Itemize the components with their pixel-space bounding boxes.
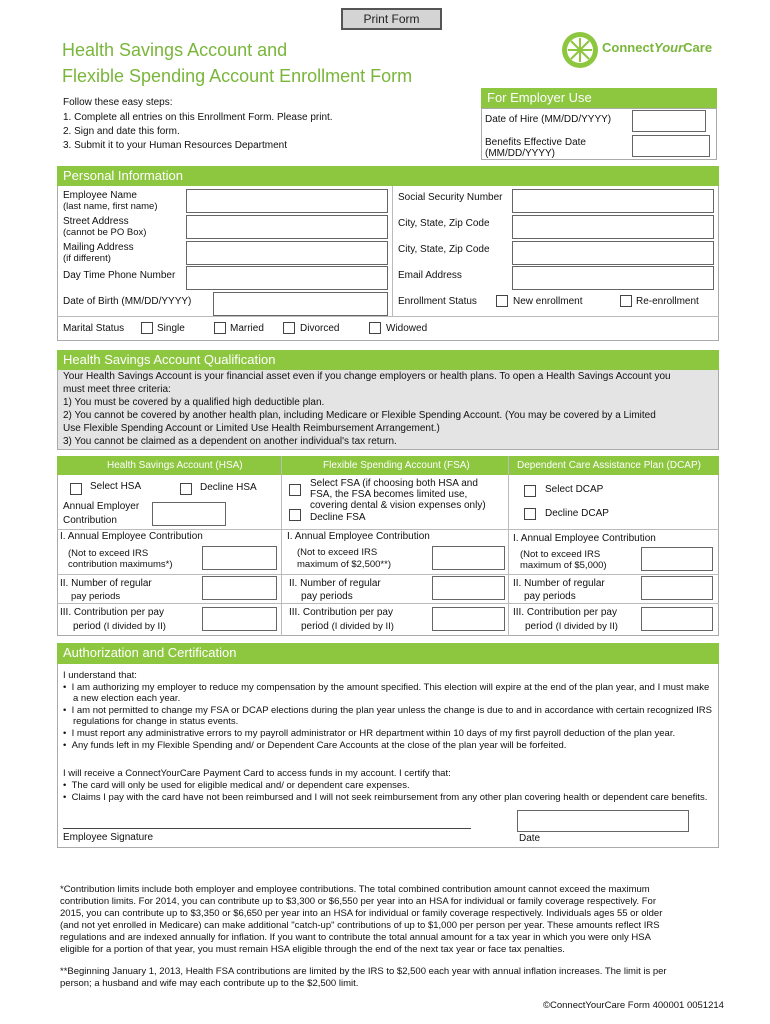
auth-bullet-1: • I am authorizing my employer to reduce my compensation by the amount specified. This election will expire at the end of the plan year, and I must make xyxy=(63,682,710,693)
hsa-qualification-header: Health Savings Account Qualification xyxy=(57,350,719,370)
select-fsa-label-2: FSA, the FSA becomes limited use, xyxy=(310,489,468,500)
new-enrollment-label: New enrollment xyxy=(513,296,583,307)
dcap-per-pay-input[interactable] xyxy=(641,607,713,631)
dcap-limit-hint-1: (Not to exceed IRS xyxy=(520,549,601,560)
auth-understand: I understand that: xyxy=(63,670,137,681)
date-of-hire-label: Date of Hire (MM/DD/YYYY) xyxy=(485,114,612,125)
dcap-limit-hint-2: maximum of $5,000) xyxy=(520,560,607,571)
enrollment-status-label: Enrollment Status xyxy=(398,296,477,307)
personal-info-header: Personal Information xyxy=(57,166,719,186)
date-input[interactable] xyxy=(517,810,689,832)
hsa-qual-line-1: Your Health Savings Account is your financial asset even if you change employers or health plans. To open a Health Savings Account you xyxy=(63,371,671,382)
auth-bullet-4-text: Any funds left in my Flexible Spending and/ or Dependent Care Accounts at the close of the plan year will be forfeited. xyxy=(71,740,567,751)
benefits-effective-label: Benefits Effective Date xyxy=(485,137,586,148)
footnote-1-line-6: eligible for a portion of that year, you must remain HSA eligible through the end of the next tax year or face tax penalties. xyxy=(60,944,565,955)
connectyourcare-logo xyxy=(560,26,720,74)
single-checkbox[interactable] xyxy=(141,322,153,334)
auth-bullet-3: • I must report any administrative errors to my payroll administrator or HR department within 10 days of my first payroll deduction of the plan year. xyxy=(63,728,676,739)
fsa-limit-hint-2: maximum of $2,500**) xyxy=(297,559,391,570)
dcap-pay-periods-label: II. Number of regular xyxy=(513,578,605,589)
hsa-annual-employee-label: I. Annual Employee Contribution xyxy=(60,531,203,542)
decline-fsa-label: Decline FSA xyxy=(310,512,366,523)
employee-name-hint: (last name, first name) xyxy=(63,201,158,212)
signature-line[interactable] xyxy=(63,828,471,829)
married-checkbox[interactable] xyxy=(214,322,226,334)
employee-name-label: Employee Name xyxy=(63,190,137,201)
select-fsa-label-3: covering dental & vision expenses only) xyxy=(310,500,486,511)
fsa-per-pay-period: period xyxy=(301,621,329,632)
street-address-label: Street Address xyxy=(63,216,129,227)
auth-bullet-2: • I am not permitted to change my FSA or DCAP elections during the plan year unless the change is due to and in accordance with certain recognized IRS xyxy=(63,705,712,716)
steps-intro: Follow these easy steps: xyxy=(63,97,173,108)
copyright: ©ConnectYourCare Form 400001 0051214 xyxy=(543,1000,724,1011)
single-label: Single xyxy=(157,323,185,334)
email-label: Email Address xyxy=(398,270,462,281)
mailing-address-label: Mailing Address xyxy=(63,242,134,253)
select-dcap-label: Select DCAP xyxy=(545,484,604,495)
hsa-pay-periods-label-2: pay periods xyxy=(71,591,121,602)
hsa-limit-hint-1: (Not to exceed IRS xyxy=(68,548,149,559)
widowed-checkbox[interactable] xyxy=(369,322,381,334)
logo-text-your: Your xyxy=(654,40,684,55)
footnote-2-line-2: person; a husband and wife may each contribute up to the $2,500 limit. xyxy=(60,978,359,989)
dcap-per-pay-formula: (I divided by II) xyxy=(555,621,618,632)
phone-label: Day Time Phone Number xyxy=(63,270,176,281)
fsa-per-pay-formula: (I divided by II) xyxy=(331,621,394,632)
auth-bullet-2-cont: regulations for change in status events. xyxy=(73,716,239,727)
fsa-per-pay-label-2 xyxy=(301,621,394,632)
footnote-1-line-4: (and not yet enrolled in Medicare) can make additional "catch-up" contributions of up to $1,000 per person per year. These amounts reflect IRS xyxy=(60,920,660,931)
fsa-pay-periods-label-2: pay periods xyxy=(301,591,353,602)
email-input[interactable] xyxy=(512,266,714,290)
authorization-header: Authorization and Certification xyxy=(57,643,719,664)
form-title-line2: Flexible Spending Account Enrollment Form xyxy=(62,66,413,86)
step-2: 2. Sign and date this form. xyxy=(63,126,180,137)
phone-input[interactable] xyxy=(186,266,388,290)
marital-status-label: Marital Status xyxy=(63,323,125,334)
hsa-pay-periods-input[interactable] xyxy=(202,576,277,600)
employee-name-input[interactable] xyxy=(186,189,388,213)
form-title-line1: Health Savings Account and xyxy=(62,40,288,60)
hsa-annual-employee-input[interactable] xyxy=(202,546,277,570)
new-enrollment-checkbox[interactable] xyxy=(496,295,508,307)
dcap-annual-employee-label: I. Annual Employee Contribution xyxy=(513,533,656,544)
employer-use-header: For Employer Use xyxy=(481,88,717,108)
hsa-column-header: Health Savings Account (HSA) xyxy=(107,460,243,471)
benefits-effective-input[interactable] xyxy=(632,135,710,157)
hsa-per-pay-label: III. Contribution per pay xyxy=(60,607,164,618)
logo-text-care: Care xyxy=(683,40,713,55)
select-fsa-label-1: Select FSA (if choosing both HSA and xyxy=(310,478,478,489)
reenrollment-label: Re-enrollment xyxy=(636,296,699,307)
dcap-column-header: Dependent Care Assistance Plan (DCAP) xyxy=(517,460,701,471)
hsa-qual-line-2: must meet three criteria: xyxy=(63,384,171,395)
hsa-qual-line-4: 2) You cannot be covered by another health plan, including Medicare or Flexible Spending Account. (You may be covered by a Limited xyxy=(63,410,656,421)
ssn-input[interactable] xyxy=(512,189,714,213)
decline-fsa-checkbox[interactable] xyxy=(289,509,301,521)
fsa-per-pay-input[interactable] xyxy=(432,607,505,631)
fsa-pay-periods-input[interactable] xyxy=(432,576,505,600)
select-hsa-label: Select HSA xyxy=(90,481,142,492)
auth-bullet-1-cont: a new election each year. xyxy=(73,693,181,704)
hsa-per-pay-label-2 xyxy=(73,621,166,632)
card-bullet-2-text: Claims I pay with the card have not been reimbursed and I will not seek reimbursement from any other plan covering health or dependent care benefits. xyxy=(71,792,708,803)
lime-icon xyxy=(560,30,600,70)
married-label: Married xyxy=(230,323,264,334)
fsa-column-header: Flexible Spending Account (FSA) xyxy=(323,460,470,471)
annual-employer-label-2: Contribution xyxy=(63,515,117,526)
city-state-zip-label: City, State, Zip Code xyxy=(398,218,490,229)
hsa-qual-line-6: 3) You cannot be claimed as a dependent on another individual's tax return. xyxy=(63,436,397,447)
hsa-per-pay-formula: (I divided by II) xyxy=(103,621,166,632)
decline-hsa-label: Decline HSA xyxy=(200,482,257,493)
fsa-per-pay-label: III. Contribution per pay xyxy=(289,607,393,618)
auth-bullet-4: • Any funds left in my Flexible Spending and/ or Dependent Care Accounts at the close of the plan year will be forfeited. xyxy=(63,740,567,751)
benefits-effective-format: (MM/DD/YYYY) xyxy=(485,148,555,159)
card-intro: I will receive a ConnectYourCare Payment Card to access funds in my account. I certify that: xyxy=(63,768,451,779)
card-bullet-1: • The card will only be used for eligible medical and/ or dependent care expenses. xyxy=(63,780,410,791)
hsa-qual-line-5: Use Flexible Spending Account or Limited Use Health Reimbursement Arrangement.) xyxy=(63,423,440,434)
fsa-pay-periods-label: II. Number of regular xyxy=(289,578,381,589)
divorced-label: Divorced xyxy=(300,323,340,334)
signature-label: Employee Signature xyxy=(63,832,154,843)
hsa-limit-hint-2: contribution maximums*) xyxy=(68,559,173,570)
card-bullet-1-text: The card will only be used for eligible medical and/ or dependent care expenses. xyxy=(71,780,410,791)
footnote-1-line-3: 2015, you can contribute up to $3,350 or $6,650 per year into an HSA for individual or family coverage respectively. Individuals ages 55 or older xyxy=(60,908,663,919)
print-form-button[interactable]: Print Form xyxy=(341,8,442,30)
fsa-limit-hint-1: (Not to exceed IRS xyxy=(297,547,378,558)
annual-employer-input[interactable] xyxy=(152,502,226,526)
footnote-1-line-2: contribution limits. For 2014, you can contribute up to $3,300 or $6,550 per year into an HSA for individual or family coverage respectively. For xyxy=(60,896,656,907)
step-1: 1. Complete all entries on this Enrollment Form. Please print. xyxy=(63,112,333,123)
decline-hsa-checkbox[interactable] xyxy=(180,483,192,495)
auth-bullet-3-text: I must report any administrative errors to my payroll administrator or HR department within 10 days of my first payroll deduction of the plan year. xyxy=(71,728,676,739)
mailing-city-state-zip-input[interactable] xyxy=(512,241,714,265)
dob-label: Date of Birth (MM/DD/YYYY) xyxy=(63,296,192,307)
logo-text-connect: Connect xyxy=(602,40,654,55)
street-address-input[interactable] xyxy=(186,215,388,239)
select-fsa-checkbox[interactable] xyxy=(289,484,301,496)
footnote-1-line-5: regulations and are indexed annually for inflation. If you want to contribute the total annual amount for a tax year in which you were only HSA xyxy=(60,932,651,943)
auth-bullet-2-text: I am not permitted to change my FSA or DCAP elections during the plan year unless the change is due to and in accordance with certain recognized IRS xyxy=(71,705,712,716)
date-label: Date xyxy=(519,833,541,844)
mailing-address-hint: (if different) xyxy=(63,253,111,264)
dcap-annual-employee-input[interactable] xyxy=(641,547,713,571)
divorced-checkbox[interactable] xyxy=(283,322,295,334)
fsa-annual-employee-input[interactable] xyxy=(432,546,505,570)
mailing-city-state-zip-label: City, State, Zip Code xyxy=(398,244,490,255)
auth-bullet-1-text: I am authorizing my employer to reduce my compensation by the amount specified. This election will expire at the end of the plan year, and I must make xyxy=(71,682,710,693)
dob-input[interactable] xyxy=(213,292,388,316)
street-address-hint: (cannot be PO Box) xyxy=(63,227,147,238)
dcap-per-pay-label-2 xyxy=(525,621,618,632)
footnote-1-line-1: *Contribution limits include both employer and employee contributions. The total combined contribution amount cannot exceed the maximum xyxy=(60,884,650,895)
hsa-qual-line-3: 1) You must be covered by a qualified high deductible plan. xyxy=(63,397,325,408)
annual-employer-label: Annual Employer xyxy=(63,501,140,512)
step-3: 3. Submit it to your Human Resources Department xyxy=(63,140,287,151)
hsa-pay-periods-label: II. Number of regular xyxy=(60,578,152,589)
reenrollment-checkbox[interactable] xyxy=(620,295,632,307)
decline-dcap-label: Decline DCAP xyxy=(545,508,609,519)
city-state-zip-input[interactable] xyxy=(512,215,714,239)
ssn-label: Social Security Number xyxy=(398,192,503,203)
dcap-per-pay-period: period xyxy=(525,621,553,632)
select-dcap-checkbox[interactable] xyxy=(524,485,536,497)
select-hsa-checkbox[interactable] xyxy=(70,483,82,495)
fsa-annual-employee-label: I. Annual Employee Contribution xyxy=(287,531,430,542)
dcap-pay-periods-label-2: pay periods xyxy=(524,591,576,602)
dcap-pay-periods-input[interactable] xyxy=(641,576,713,600)
footnote-2-line-1: **Beginning January 1, 2013, Health FSA contributions are limited by the IRS to $2,500 each year with annual inflation increases. The limit is per xyxy=(60,966,667,977)
hsa-per-pay-period: period xyxy=(73,621,101,632)
widowed-label: Widowed xyxy=(386,323,428,334)
decline-dcap-checkbox[interactable] xyxy=(524,508,536,520)
card-bullet-2: • Claims I pay with the card have not been reimbursed and I will not seek reimbursement from any other plan covering health or dependent care benefits. xyxy=(63,792,708,803)
date-of-hire-input[interactable] xyxy=(632,110,706,132)
dcap-per-pay-label: III. Contribution per pay xyxy=(513,607,617,618)
hsa-per-pay-input[interactable] xyxy=(202,607,277,631)
mailing-address-input[interactable] xyxy=(186,241,388,265)
